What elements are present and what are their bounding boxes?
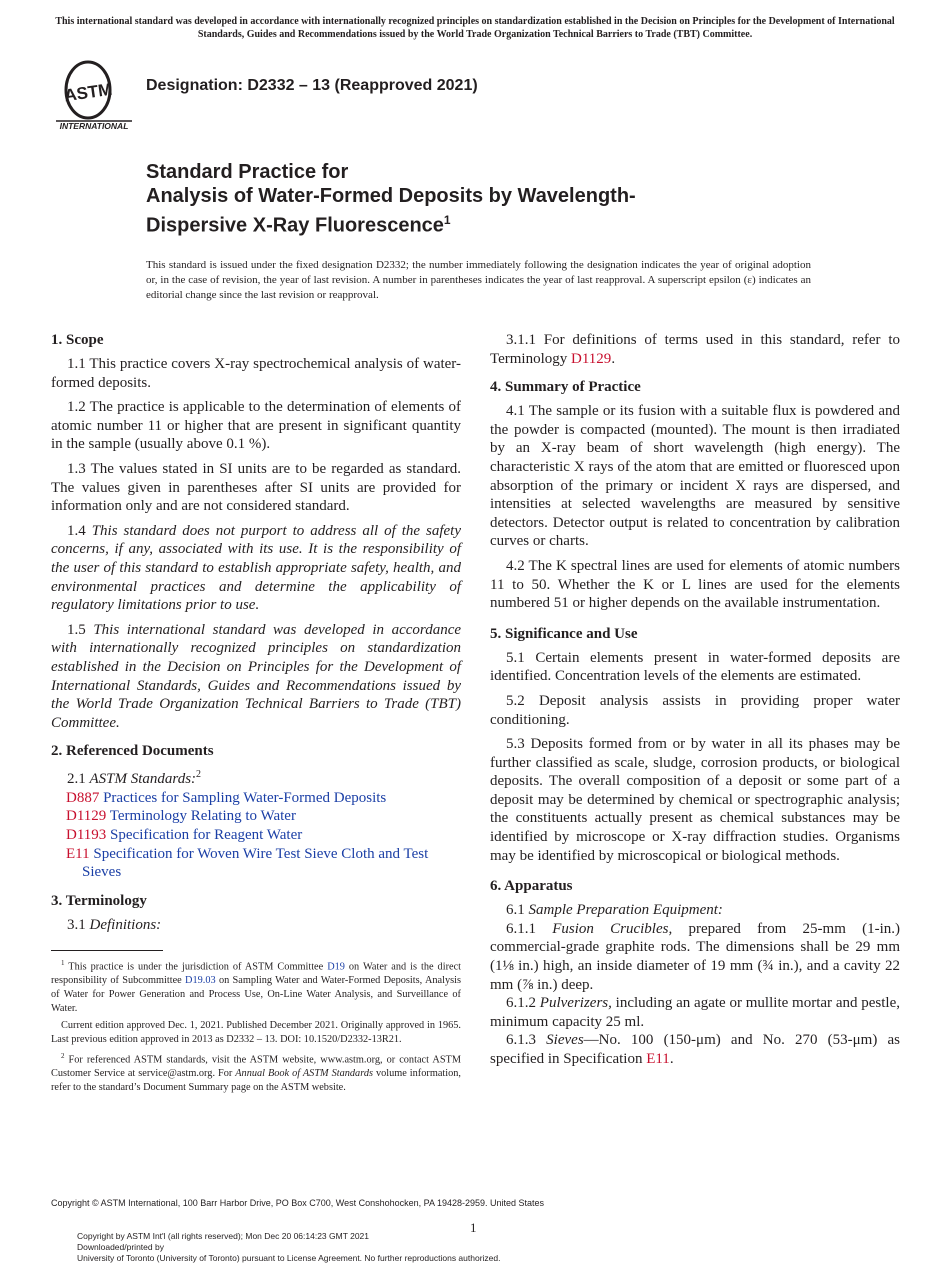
para-3-1-1-text: 3.1.1 For definitions of terms used in this standard, refer to Terminology	[490, 332, 900, 367]
para-3-1-1-end: .	[611, 350, 616, 367]
title-footnote-ref[interactable]: 1	[443, 213, 451, 227]
para-1-4	[51, 522, 461, 615]
para-4-1: 4.1 The sample or its fusion with a suitable flux is powdered and the powder is compacted (mounted). The mount is then irradiated by an X-ray beam of short wavelength (high energy). The characteristic X rays of the atom that are emitted or fluoresced upon absorption of the primary or incident X rays are dispersed, and intensities at selected wavelengths are measured by sensitive detectors. Detector output is related to concentration by calibration curves or charts.	[490, 403, 900, 550]
footnote-2-text-a: For referenced ASTM standards, visit the ASTM website, www.astm.org, or contact ASTM Customer Service at service@astm.org. For	[51, 1054, 461, 1080]
para-6-1-1-label: Fusion Crucibles,	[552, 920, 673, 937]
para-6-1-2-text: including an agate or mullite mortar and pestle, minimum capacity 25 ml.	[490, 995, 901, 1030]
para-4-2: 4.2 The K spectral lines are used for elements of atomic numbers 11 to 50. Whether the K or L lines are used for the elements numbered 51 or higher depends on the available instrumentation.	[490, 557, 900, 612]
para-6-1-2	[490, 994, 900, 1031]
designation: Designation: D2332 – 13 (Reapproved 2021)	[146, 77, 478, 94]
para-6-1-1	[490, 920, 900, 994]
para-5-3: 5.3 Deposits formed from or by water in all its phases may be further classified as scale, sludge, corrosion products, or biological deposits. The overall composition of a deposit or some part of a deposit may be determined by chemical or spectrographic analysis; the constituents actually present as chemical substances may be identified by microscope or X-ray diffraction studies. Organisms may be identified by microscopical or biological methods.	[490, 736, 900, 864]
title-line-3: Dispersive X-Ray Fluorescence	[146, 214, 444, 237]
para-1-4-num: 1.4	[67, 522, 86, 539]
footnote-2-italic: Annual Book of ASTM Standards	[235, 1068, 373, 1080]
para-6-1-label: Sample Preparation Equipment:	[528, 902, 723, 919]
para-3-1-label: Definitions:	[89, 916, 162, 933]
e11-link[interactable]: E11	[646, 1051, 670, 1067]
ref-title-d1129[interactable]: Terminology Relating to Water	[109, 808, 296, 825]
trade-notice: This international standard was developed in accordance with internationally recognized principles on standardization established in the Decision on Principles for the Development of International Standards, Guides and Recommendations issued by the World Trade Organization Technical Barriers to Trade (TBT) Committee.	[55, 16, 895, 40]
title-line-1: Standard Practice for	[146, 161, 349, 183]
footnote-1	[51, 957, 461, 1015]
footnote-2	[51, 1050, 461, 1094]
para-6-1-2-label: Pulverizers,	[539, 995, 612, 1012]
para-6-1-1-num: 6.1.1	[506, 920, 536, 937]
ref-link-e11[interactable]: E11	[66, 845, 90, 862]
para-3-1	[51, 916, 461, 935]
para-6-1-2-num: 6.1.2	[506, 995, 536, 1012]
logo-subtext: INTERNATIONAL	[59, 121, 129, 131]
para-1-5	[51, 621, 461, 733]
title-line-2: Analysis of Water-Formed Deposits by Wavelength-	[146, 185, 636, 207]
ref-link-d1193[interactable]: D1193	[66, 827, 107, 844]
footnote-1-text-a: This practice is under the jurisdiction of ASTM Committee	[64, 961, 328, 973]
committee-d19-link[interactable]: D19	[327, 961, 345, 973]
para-6-1-3-label: Sieves	[546, 1032, 584, 1049]
para-2-1-num: 2.1	[67, 771, 86, 788]
section-apparatus-heading: 6. Apparatus	[490, 878, 573, 895]
ref-title-e11[interactable]: Specification for Woven Wire Test Sieve Cloth and Test Sieves	[82, 845, 429, 881]
para-6-1-3	[490, 1031, 900, 1068]
para-6-1-3-num: 6.1.3	[506, 1032, 536, 1049]
section-referenced-heading: 2. Referenced Documents	[51, 743, 214, 760]
logo-text: ASTM	[63, 79, 114, 106]
astm-logo-icon	[52, 58, 134, 132]
ref-title-d887[interactable]: Practices for Sampling Water-Formed Deposits	[103, 789, 387, 806]
para-3-1-1	[490, 331, 900, 368]
para-6-1-3-end: .	[669, 1051, 674, 1067]
para-5-2: 5.2 Deposit analysis assists in providing proper water conditioning.	[490, 692, 900, 728]
para-6-1	[490, 901, 900, 920]
document-title	[146, 160, 846, 238]
para-5-1: 5.1 Certain elements present in water-formed deposits are identified. Concentration levels of the elements are estimated.	[490, 649, 900, 685]
ref-link-d1129[interactable]: D1129	[66, 808, 107, 825]
section-terminology-heading: 3. Terminology	[51, 892, 147, 909]
footnote-1-edition: Current edition approved Dec. 1, 2021. Published December 2021. Originally approved in 1965. Last previous edition approved in 2013 as D2332 – 13. DOI: 10.1520/D2332-13R21.	[51, 1020, 461, 1045]
section-scope-heading: 1. Scope	[51, 332, 104, 348]
footnote-2-text-b: volume information, refer to the standard’s Document Summary page on the ASTM website.	[51, 1068, 461, 1094]
download-line-1: Copyright by ASTM Int'l (all rights reserved); Mon Dec 20 06:14:23 GMT 2021	[77, 1231, 370, 1241]
left-column	[51, 331, 461, 1099]
subcommittee-d19-03-link[interactable]: D19.03	[185, 975, 216, 987]
ref-title-d1193[interactable]: Specification for Reagent Water	[110, 827, 303, 844]
para-2-1	[51, 766, 461, 789]
footnote-1-marker: 1	[61, 959, 65, 968]
right-column	[490, 331, 900, 1069]
footnote-2-ref[interactable]: 2	[196, 769, 202, 781]
ref-link-d887[interactable]: D887	[66, 789, 100, 806]
para-3-1-num: 3.1	[67, 916, 86, 933]
issuance-note: This standard is issued under the fixed designation D2332; the number immediately following the designation indicates the year of original adoption or, in the case of revision, the year of last revision. A number in parentheses indicates the year of last reapproval. A superscript epsilon (ε) indicates an editorial change since the last revision or reapproval.	[146, 259, 811, 301]
para-1-5-text: This international standard was developed in accordance with internationally recognized principles on standardization established in the Decision on Principles for the Development of International Standards, Guides and Recommendations issued by the World Trade Organization Technical Barriers to Trade (TBT) Committee.	[51, 621, 462, 731]
para-1-2: 1.2 The practice is applicable to the determination of elements of atomic number 11 or higher that are present in significant quantity in the sample (usually above 0.1 %).	[51, 399, 461, 453]
para-1-3: 1.3 The values stated in SI units are to be regarded as standard. The values given in parentheses after SI units are provided for information only and are not considered standard.	[51, 460, 461, 515]
page-number: 1	[470, 1220, 477, 1235]
para-1-4-text: This standard does not purport to address all of the safety concerns, if any, associated with its use. It is the responsibility of the user of this standard to establish appropriate safety, health, and environmental practices and determine the applicability of regulatory limitations prior to use.	[51, 522, 462, 614]
footnote-1-text-b: on Water and is the direct responsibility of Subcommittee	[51, 961, 461, 987]
para-6-1-1-text: prepared from 25-mm (1-in.) commercial-grade graphite rods. The dimensions shall be 29 mm (1⅛ in.) high, an inside diameter of 19 mm (¾ in.), and a cavity 22 mm (⅞ in.) deep.	[490, 920, 900, 993]
ref-item	[51, 789, 461, 808]
download-line-3: University of Toronto (University of Toronto) pursuant to License Agreement. No further reproductions authorized.	[77, 1253, 501, 1263]
download-notice	[77, 1231, 501, 1264]
footnote-1-text-c: on Sampling Water and Water-Formed Deposits, Analysis of Water for Power Generation and Process Use, On-Line Water Analysis, and Surveillance of Water.	[51, 975, 461, 1014]
para-1-1: 1.1 This practice covers X-ray spectrochemical analysis of water-formed deposits.	[51, 356, 461, 391]
para-1-5-num: 1.5	[67, 621, 86, 638]
para-2-1-label: ASTM Standards:	[89, 771, 197, 788]
footnote-2-marker: 2	[61, 1052, 65, 1061]
para-6-1-num: 6.1	[506, 902, 525, 919]
copyright-notice: Copyright © ASTM International, 100 Barr Harbor Drive, PO Box C700, West Conshohocken, PA 19428-2959. United States	[51, 1198, 545, 1208]
section-summary-heading: 4. Summary of Practice	[490, 379, 641, 396]
download-line-2: Downloaded/printed by	[77, 1242, 164, 1252]
section-significance-heading: 5. Significance and Use	[490, 625, 638, 642]
ref-item	[51, 807, 461, 826]
d1129-link[interactable]: D1129	[571, 350, 612, 367]
footnote-divider	[51, 950, 163, 951]
para-6-1-3-text: —No. 100 (150-μm) and No. 270 (53-μm) as specified in Specification	[490, 1032, 900, 1067]
ref-item	[51, 845, 461, 882]
footnotes	[51, 957, 461, 1094]
ref-item	[51, 826, 461, 845]
